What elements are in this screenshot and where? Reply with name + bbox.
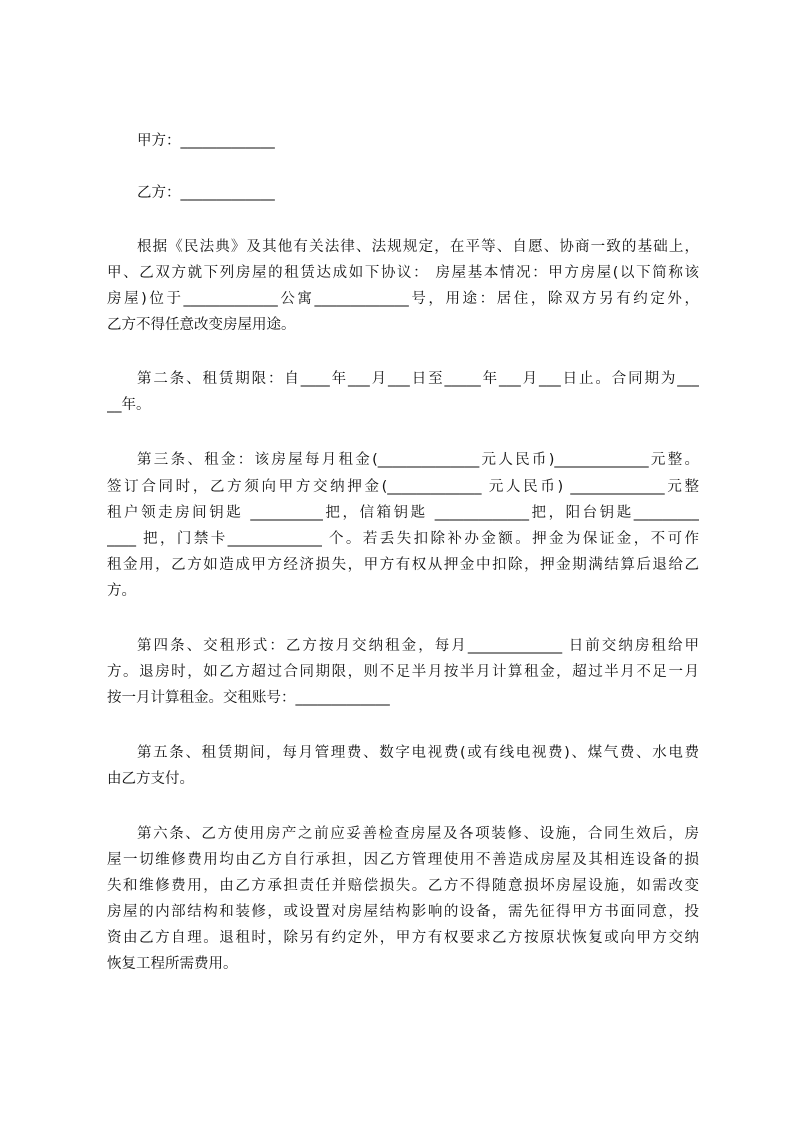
article-3-line: 第三条、租金：该房屋每月租金(______________元人民币)_____________元整。 — [137, 452, 699, 468]
article-4-line: 方。退房时，如乙方超过合同期限，则不足半月按半月计算租金，超过半月不足一月 — [107, 664, 699, 680]
preamble-line: 甲、乙双方就下列房屋的租赁达成如下协议： 房屋基本情况：甲方房屋(以下简称该 — [107, 265, 699, 281]
preamble-line: 乙方不得任意改变房屋用途。 — [107, 317, 296, 333]
party-b-line: 乙方：_____________ — [137, 185, 275, 201]
article-6-line: 失和维修费用，由乙方承担责任并赔偿损失。乙方不得随意损坏房屋设施，如需改变 — [107, 878, 699, 894]
party-a-line: 甲方：_____________ — [137, 133, 275, 149]
article-3-line: 签订合同时，乙方须向甲方交纳押金(_____________ 元人民币) _____________元整 — [107, 479, 699, 495]
article-3-line: 方。 — [107, 583, 136, 599]
article-2-line: __年。 — [107, 397, 151, 413]
article-6-line: 资由乙方自理。退租时，除另有约定外，甲方有权要求乙方按原状恢复或向甲方交纳 — [107, 930, 699, 946]
article-3-line: 租户领走房间钥匙 __________把，信箱钥匙 _____________把，阳台钥匙_________ — [107, 505, 699, 521]
article-4-line: 按一月计算租金。交租账号：_____________ — [107, 690, 390, 706]
article-6-line: 房屋的内部结构和装修，或设置对房屋结构影响的设备，需先征得甲方书面同意，投 — [107, 904, 699, 920]
article-5-line: 由乙方支付。 — [107, 771, 194, 787]
preamble-line: 根据《民法典》及其他有关法律、法规规定，在平等、自愿、协商一致的基础上， — [137, 239, 699, 255]
article-5-line: 第五条、租赁期间，每月管理费、数字电视费(或有线电视费)、煤气费、水电费 — [137, 745, 699, 761]
article-6-line: 第六条、乙方使用房产之前应妥善检查房屋及各项装修、设施，合同生效后，房 — [137, 826, 699, 842]
article-6-line: 屋一切维修费用均由乙方自行承担，因乙方管理使用不善造成房屋及其相连设备的损 — [107, 852, 699, 868]
article-6-line: 恢复工程所需费用。 — [107, 956, 238, 972]
article-2-line: 第二条、租赁期限：自____年___月___日至_____年___月___日止。合同期为___ — [137, 371, 699, 387]
preamble-line: 房屋)位于_____________公寓_____________号，用途：居住，除双方另有约定外， — [107, 291, 699, 307]
article-3-line: 租金用，乙方如造成甲方经济损失，甲方有权从押金中扣除，押金期满结算后退给乙 — [107, 557, 699, 573]
article-3-line: ____ 把，门禁卡_____________ 个。若丢失扣除补办金额。押金为保证金，不可作 — [107, 531, 699, 547]
article-4-line: 第四条、交租形式：乙方按月交纳租金，每月_____________ 日前交纳房租给甲 — [137, 638, 699, 654]
